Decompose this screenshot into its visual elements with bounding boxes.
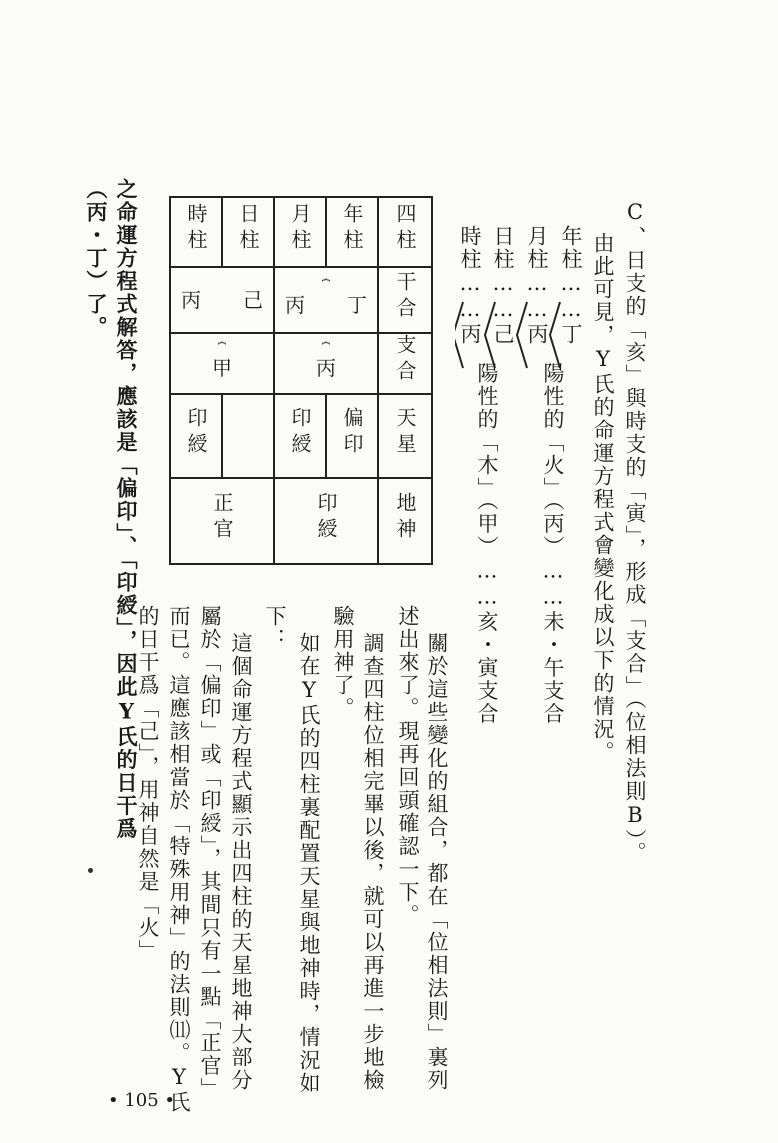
stem-year: 丁 (347, 293, 367, 318)
wood-result-line: 陽性的「木」（甲）……亥・寅支合 (475, 362, 499, 726)
header-year: 年柱 (326, 197, 378, 267)
para4-line3: 而已。這應該相當於「特殊用神」的法則⑾。Y氏 (167, 605, 191, 1114)
intro-line: 由此可見，Y氏的命運方程式會變化成以下的情況。 (591, 232, 615, 764)
hour-line: 時柱……丙 (458, 225, 482, 346)
star-month: 印綬 (274, 394, 326, 478)
para3-line1: 如在Y氏的四柱裏配置天星與地神時，情況如 (297, 632, 321, 1095)
day-line: 日柱……己 (491, 225, 515, 346)
star-day (222, 394, 274, 478)
speck-mark (88, 868, 93, 873)
header-month: 月柱 (274, 197, 326, 267)
para3-line2: 下： (263, 605, 287, 651)
page-number: • 105 • (108, 1090, 176, 1111)
year-line: 年柱……丁 (559, 225, 583, 346)
para2-line2: 驗用神了。 (331, 605, 355, 720)
star-label: 天星 (378, 394, 432, 478)
star-year: 偏印 (326, 394, 378, 478)
brace-icon: ⏞ (321, 279, 331, 296)
brace-icon: ⏞ (321, 342, 331, 359)
god-yearmonth: 印綬 (274, 478, 378, 564)
para2-line1: 調查四柱位相完畢以後，就可以再進一步地檢 (361, 632, 385, 1092)
para5-line1: 之命運方程式解答，應該是「偏印」、「印綬」，因此Y氏的日干爲 (114, 178, 139, 841)
god-dayhour: 正官 (170, 478, 274, 564)
header-day: 日柱 (222, 197, 274, 267)
para4-line1: 這個命運方程式顯示出四柱的天星地神大部分 (229, 632, 253, 1092)
merge-arrows (455, 300, 575, 370)
branch-dayhour: ⏞ 甲 (170, 333, 274, 393)
star-hour: 印綬 (170, 394, 222, 478)
fire-result-line: 陽性的「火」（丙）……未・午支合 (541, 362, 565, 726)
stem-day: 己 (243, 288, 263, 313)
stem-yearmonth (274, 267, 378, 333)
header-four: 四柱 (378, 197, 432, 267)
stem-dayhour (170, 267, 274, 333)
branch-label: 支合 (378, 333, 432, 393)
stem-hour: 丙 (181, 288, 201, 313)
c-heading: C、日支的「亥」與時支的「寅」，形成「支合」（位相法則B）。 (623, 200, 647, 865)
para1-line1: 關於這些變化的組合，都在「位相法則」裏列 (425, 632, 449, 1092)
para5-line2: （丙・丁）了。 (84, 178, 109, 339)
brace-icon: ⏞ (217, 342, 227, 359)
god-label: 地神 (378, 478, 432, 564)
month-line: 月柱……丙 (525, 225, 549, 346)
para4-line2: 屬於「偏印」或「印綬」，其間只有一點「正官」 (198, 605, 222, 1101)
four-pillars-table (169, 196, 433, 565)
stem-month: 丙 (285, 293, 305, 318)
header-hour: 時柱 (170, 197, 222, 267)
branch-yearmonth: ⏞ 丙 (274, 333, 378, 393)
stem-label: 干合 (378, 267, 432, 333)
para4-line4: 的日干爲「己」，用神自然是「火」 (136, 605, 160, 963)
para1-line2: 述出來了。現再回頭確認一下。 (396, 605, 420, 927)
